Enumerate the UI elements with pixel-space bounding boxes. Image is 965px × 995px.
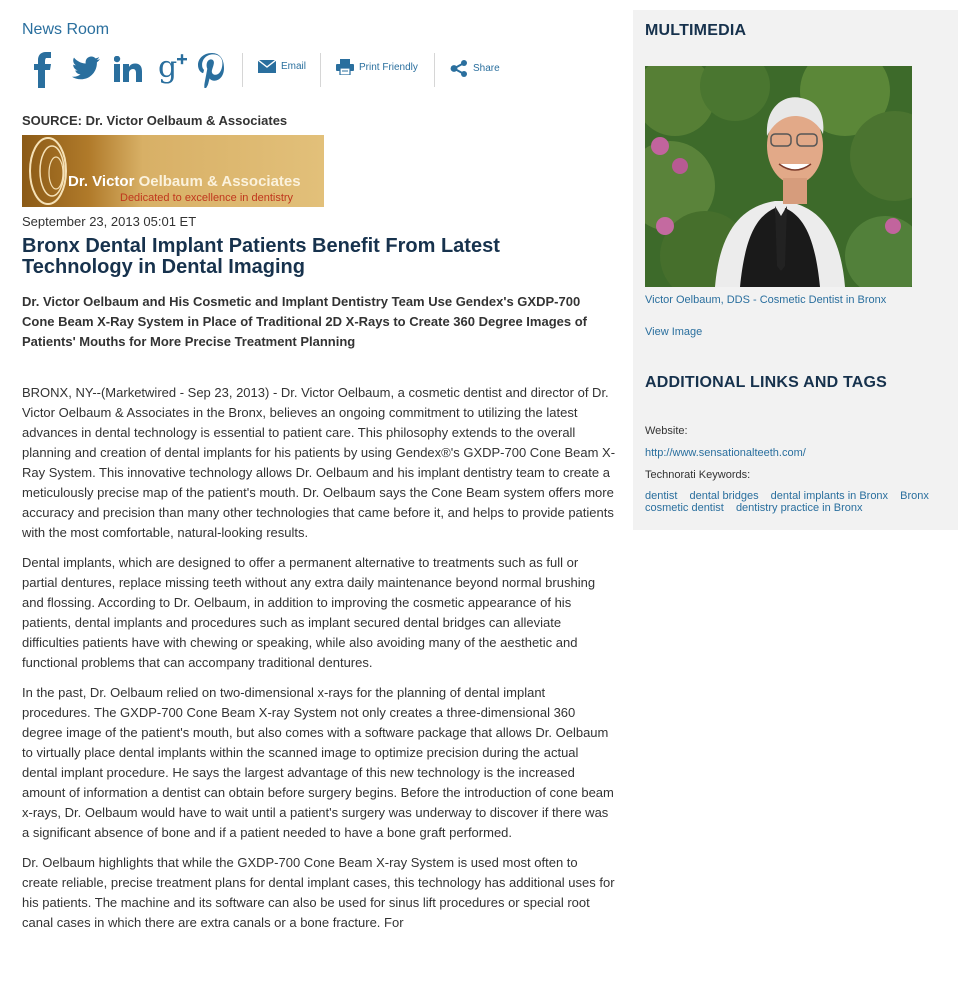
- newsroom-link[interactable]: News Room: [22, 21, 110, 38]
- doctor-photo[interactable]: [645, 66, 912, 287]
- links-heading: ADDITIONAL LINKS AND TAGS: [645, 374, 888, 391]
- article-headline: Bronx Dental Implant Patients Benefit From Latest Technology in Dental Imaging: [22, 235, 500, 278]
- keyword-tags: [645, 490, 945, 514]
- twitter-icon[interactable]: [72, 56, 100, 80]
- divider: [320, 53, 321, 87]
- article-subhead: Dr. Victor Oelbaum and His Cosmetic and Implant Dentistry Team Use Gendex's GXDP-700 Cone Beam X-Ray System in Place of Traditional 2D X-Rays to Create 360 Degree Images of Patients' Mouths for More Precise Treatment Planning: [22, 294, 587, 349]
- tag-link[interactable]: dentist: [645, 490, 678, 502]
- share-button[interactable]: [450, 60, 500, 77]
- printer-icon: [336, 59, 354, 75]
- article-paragraph: In the past, Dr. Oelbaum relied on two-dimensional x-rays for the planning of dental implant procedures. The GXDP-700 Cone Beam X-ray System not only creates a three-dimensional 360 degree image of the patient's mouth, but also comes with a software package that allows Dr. Oelbaum to virtually place dental implants within the scanned image to optimize precision during the actual dental implant procedure. He says the largest advantage of this new technology is the increased amount of information a dentist can obtain before surgery begins. Before the introduction of cone beam x-rays, Dr. Oelbaum would have to wait until a patient's surgery was underway to discover if there was a significant absence of bone and if a patient needed to have a bone graft performed.: [22, 685, 614, 840]
- view-image-link[interactable]: View Image: [645, 326, 703, 338]
- logo-text-name: Dr. Victor: [68, 173, 139, 190]
- article-paragraph: Dr. Oelbaum highlights that while the GXDP-700 Cone Beam X-ray System is used most often to create reliable, precise treatment plans for dental implant cases, this technology has additional uses for his patients. The machine and its software can also be used for sinus lift procedures or special root canal cases in which there are extra canals or a bone fracture. For: [22, 855, 615, 930]
- svg-text:Dr. Victor Oelbaum & Associate: [68, 173, 301, 190]
- print-label: Print Friendly: [359, 61, 418, 73]
- email-label: Email: [281, 61, 307, 72]
- source-label: SOURCE:: [22, 113, 82, 128]
- email-button[interactable]: [258, 60, 306, 73]
- sidebar: [633, 10, 958, 530]
- share-label: Share: [473, 63, 500, 74]
- photo-caption[interactable]: Victor Oelbaum, DDS - Cosmetic Dentist in Bronx: [645, 294, 887, 306]
- facebook-icon[interactable]: [34, 52, 52, 88]
- envelope-icon: [258, 60, 276, 73]
- linkedin-icon[interactable]: [114, 56, 142, 82]
- google-plus-icon[interactable]: [158, 51, 188, 85]
- tag-link[interactable]: dental implants in Bronx: [770, 490, 889, 502]
- logo-text-practice: Oelbaum & Associates: [138, 173, 301, 190]
- print-button[interactable]: [336, 59, 418, 75]
- pinterest-icon[interactable]: [196, 52, 228, 88]
- website-label: Website:: [645, 425, 688, 437]
- svg-text:g: g: [158, 51, 178, 85]
- article-date: September 23, 2013 05:01 ET: [22, 214, 197, 229]
- company-logo: [22, 135, 324, 207]
- logo-tagline: Dedicated to excellence in dentistry: [120, 192, 294, 204]
- tag-link[interactable]: Bronx cosmetic dentist: [645, 490, 929, 514]
- source-name: Dr. Victor Oelbaum & Associates: [85, 113, 288, 128]
- article-paragraph: Dental implants, which are designed to offer a permanent alternative to treatments such as full or partial dentures, replace missing teeth without any extra daily maintenance beyond normal brushing and flossing. According to Dr. Oelbaum, in addition to improving the cosmetic appearance of his patients, dental implants and procedures such as implant secured dental bridges can alleviate difficulties patients have with chewing or speaking, while also avoiding many of the aesthetic and functional problems that can accompany traditional dentures.: [22, 555, 596, 670]
- website-link[interactable]: http://www.sensationalteeth.com/: [645, 447, 806, 459]
- tag-link[interactable]: dental bridges: [689, 490, 759, 502]
- share-toolbar: [22, 50, 542, 92]
- article-body: [22, 383, 617, 943]
- share-icon: [450, 60, 468, 77]
- divider: [242, 53, 243, 87]
- article-paragraph: BRONX, NY--(Marketwired - Sep 23, 2013) - Dr. Victor Oelbaum, a cosmetic dentist and director of Dr. Victor Oelbaum & Associates in the Bronx, believes an ongoing commitment to utilizing the latest advances in dental technology is essential to patient care. This philosophy extends to the overall planning and creation of dental implants for his patients by using Gendex®'s GXDP-700 Cone Beam X-Ray System. This innovative technology allows Dr. Oelbaum and his implant dentistry team to create a meticulously precise map of the patient's mouth. Dr. Oelbaum says the Cone Beam system offers more accuracy and precision than many other technologies that came before it, and helps to provide patients with the most comfortable, natural-looking results.: [22, 385, 616, 540]
- multimedia-heading: MULTIMEDIA: [645, 22, 747, 39]
- keywords-label: Technorati Keywords:: [645, 469, 751, 481]
- tag-link[interactable]: dentistry practice in Bronx: [735, 502, 863, 514]
- divider: [434, 53, 435, 87]
- source-line: [22, 113, 287, 128]
